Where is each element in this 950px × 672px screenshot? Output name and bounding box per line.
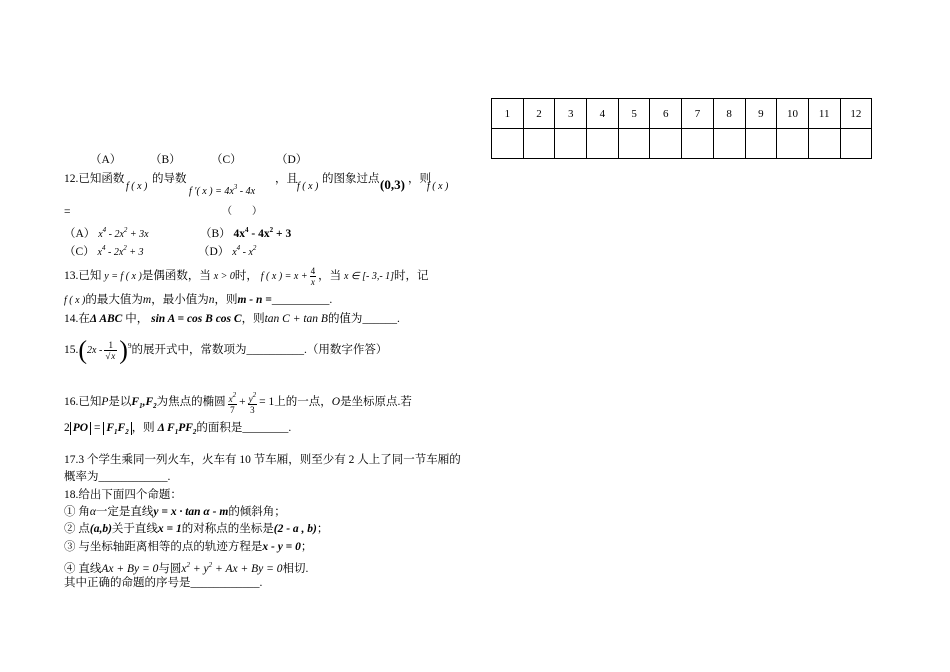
- answer-cell[interactable]: [555, 129, 587, 159]
- answer-cell[interactable]: [618, 129, 650, 159]
- q12-option-a: （A） $x^4 - 2x^2 + 3x$: [64, 226, 149, 240]
- answer-cell[interactable]: [745, 129, 777, 159]
- answer-number: 11: [808, 99, 840, 129]
- answer-cell[interactable]: [650, 129, 682, 159]
- q12-text: 的图象过点: [322, 173, 380, 185]
- question-17-line2: 概率为____________.: [64, 471, 171, 483]
- question-15: 15.(2x - $\frac{1}{√x}$ )$^9$的展开式中，常数项为__________.（用数字作答）: [64, 335, 388, 365]
- answer-table-header-row: [492, 99, 872, 129]
- answer-number: 4: [587, 99, 619, 129]
- q12-fx: f ( x ): [297, 181, 319, 192]
- question-17-line1: 17.3 个学生乘同一列火车，火车有 10 节车厢，则至少有 2 人上了同一节车厢的: [64, 454, 461, 466]
- q18-statement-1: ① 角α一定是直线y = x · tan α - m的倾斜角；: [64, 506, 286, 518]
- answer-cell[interactable]: [840, 129, 872, 159]
- answer-cell[interactable]: [808, 129, 840, 159]
- answer-number: 7: [682, 99, 714, 129]
- answer-number: 3: [555, 99, 587, 129]
- q12-fx: f ( x ): [126, 181, 148, 192]
- prev-option-b: （B）: [150, 154, 181, 166]
- q12-point: (0,3): [380, 177, 405, 192]
- q12-answer-paren: （ ）: [222, 206, 262, 217]
- question-16-line2: 2 PO = $F_1F_2$ ，则 Δ $F_1PF_2$的面积是________.: [64, 422, 292, 436]
- q12-equals: =: [64, 206, 71, 218]
- answer-table-blank-row: [492, 129, 872, 159]
- answer-cell[interactable]: [523, 129, 555, 159]
- q18-statement-4: ④ 直线Ax + By = 0与圆$x^2 + y^2 + Ax + By = 0$相切.: [64, 561, 309, 575]
- q12-derivative: f ′( x ) = $4x^3 - 4x$: [189, 183, 256, 197]
- question-14: 14.在Δ ABC 中， sin A = cos B cos C，则tan C + tan B的值为______.: [64, 313, 400, 325]
- q12-text: ，且: [275, 173, 298, 185]
- q12-text: ，则: [408, 173, 431, 185]
- question-number: 12.: [64, 173, 79, 185]
- question-18-head: 18.给出下面四个命题：: [64, 489, 182, 501]
- question-12-line1: [64, 172, 124, 186]
- q17-blank[interactable]: ____________: [98, 471, 168, 483]
- q18-tail: 其中正确的命题的序号是____________.: [64, 577, 263, 589]
- answer-cell[interactable]: [777, 129, 809, 159]
- q16-blank[interactable]: ________: [242, 422, 289, 434]
- q12-option-b: （B） $4x^4 - 4x^2 + 3$: [200, 226, 292, 240]
- q18-statement-3: ③ 与坐标轴距离相等的点的轨迹方程是x - y = 0；: [64, 541, 313, 553]
- answer-cell[interactable]: [587, 129, 619, 159]
- answer-number: 8: [713, 99, 745, 129]
- prev-option-a: （A）: [90, 154, 122, 166]
- question-13-line1: 13.已知 y = f ( x )是偶函数，当 x > 0时， f ( x ) = x + $\frac{4}{x}$ ，当 x ∈ [- 3,- 1]时，记: [64, 266, 429, 287]
- prev-option-c: （C）: [211, 154, 242, 166]
- answer-cell[interactable]: [682, 129, 714, 159]
- answer-number: 12: [840, 99, 872, 129]
- q12-fx: f ( x ): [427, 181, 449, 192]
- answer-number: 10: [777, 99, 809, 129]
- answer-number: 5: [618, 99, 650, 129]
- q14-blank[interactable]: ______: [362, 313, 397, 325]
- q18-blank[interactable]: ____________: [190, 577, 260, 589]
- question-13-line2: f ( x )的最大值为m，最小值为n，则m - n =__________.: [64, 294, 333, 306]
- q12-option-c: （C） $x^4 - 2x^2 + 3$: [64, 244, 144, 258]
- answer-cell[interactable]: [492, 129, 524, 159]
- prev-option-d: （D）: [276, 154, 308, 166]
- answer-number: 9: [745, 99, 777, 129]
- q12-text: 的导数: [152, 173, 187, 185]
- answer-number: 1: [492, 99, 524, 129]
- question-16-line1: 16.已知P是以$F_1,F_2$为焦点的椭圆 $\frac{x^2}{7}$ + $\frac{y^2}{3}$ = 1上的一点，O是坐标原点.若: [64, 391, 412, 415]
- answer-number: 6: [650, 99, 682, 129]
- q13-blank[interactable]: __________: [271, 294, 330, 306]
- q12-text: 已知函数: [78, 173, 125, 185]
- answer-number: 2: [523, 99, 555, 129]
- q15-blank[interactable]: __________: [246, 344, 304, 356]
- answer-cell[interactable]: [713, 129, 745, 159]
- q12-option-d: （D） $x^4 - x^2$: [198, 244, 257, 258]
- q18-statement-2: ② 点(a,b)关于直线x = 1的对称点的坐标是(2 - a , b)；: [64, 523, 329, 535]
- answer-table: [491, 98, 872, 159]
